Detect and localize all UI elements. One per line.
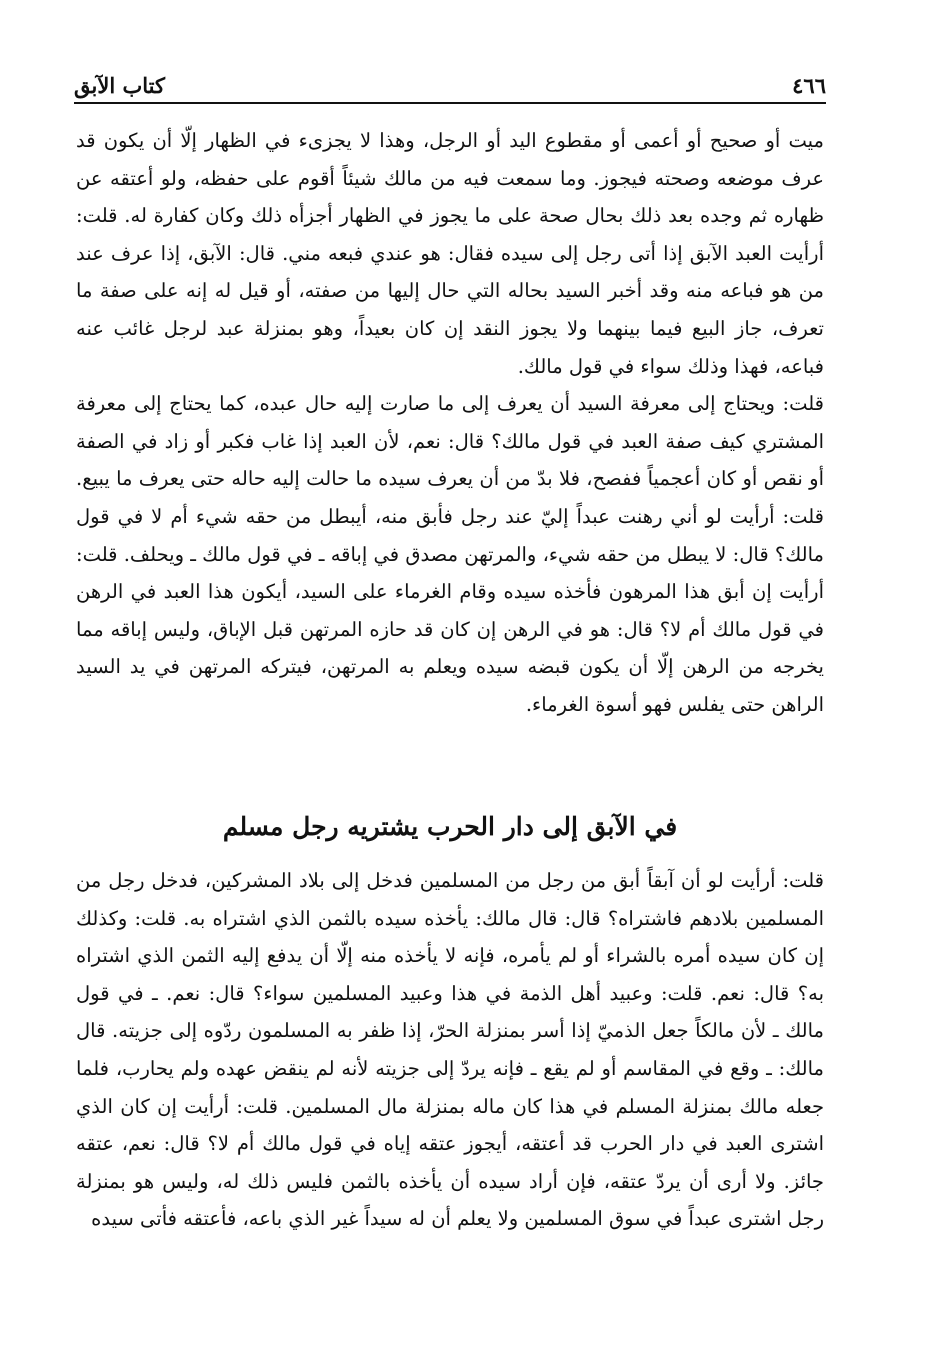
paragraph: قلت: أرأيت لو أن آبقاً أبق من رجل من المسلمين فدخل إلى بلاد المشركين، فدخل رجل من المسلمين بلادهم فاشتراه؟ قال: قال مالك: يأخذه سيده بالثمن الذي اشتراه به. قلت: وكذلك إن كان سيده أمره بالشراء أو لم يأمره، فإنه لا يأخذه منه إلّا أن يدفع إليه الثمن الذي اشتراه به؟ قال: نعم. قلت: وعبيد أهل الذمة في هذا وعبيد المسلمين سواء؟ قال: نعم. ـ في قول مالك ـ لأن مالكاً جعل الذميّ إذا أسر بمنزلة الحرّ، إذا ظفر به المسلمون ردّوه إلى جزيته. قال مالك: ـ وقع في المقاسم أو لم يقع ـ فإنه يردّ إلى جزيته لأنه لم ينقض عهده ولم يحارب، فلما جعله مالك بمنزلة المسلم في هذا كان ماله بمنزلة مال المسلمين. قلت: أرأيت إن كان الذي اشترى العبد في دار الحرب قد أعتقه، أيجوز عتقه إياه في قول مالك أم لا؟ قال: نعم، عتقه جائز. ولا أرى أن يردّ عتقه، فإن أراد سيده أن يأخذه بالثمن فليس ذلك له، وليس هو بمنزلة رجل اشترى عبداً في سوق المسلمين ولا يعلم أن له سيداً غير الذي باعه، فأعتقه فأتى سيده	[76, 869, 824, 1231]
book-title: كتاب الآبق	[74, 73, 165, 98]
section-text-block	[76, 862, 824, 1238]
page-number: ٤٦٦	[792, 73, 826, 98]
paragraph: قلت: ويحتاج إلى معرفة السيد أن يعرف إلى ما صارت إليه حال عبده، كما يحتاج إلى معرفة المشتري كيف صفة العبد في قول مالك؟ قال: نعم، لأن العبد إذا غاب فكبر أو زاد في الصفة أو نقص أو كان أعجمياً ففصح، فلا بدّ من أن يعرف سيده ما حالت إليه حاله حتى يعرف ما يبيع. قلت: أرأيت لو أني رهنت عبداً إليّ عند رجل فأبق منه، أيبطل من حقه شيء أم لا في قول مالك؟ قال: لا يبطل من حقه شيء، والمرتهن مصدق في إباقه ـ في قول مالك ـ ويحلف. قلت: أرأيت إن أبق هذا المرهون فأخذه سيده وقام الغرماء على السيد، أيكون هذا العبد في الرهن في قول مالك أم لا؟ قال: هو في الرهن إن كان قد حازه المرتهن قبل الإباق، وليس إباقه مما يخرجه من الرهن إلّا أن يكون قبضه سيده ويعلم به المرتهن، فيتركه المرتهن في يد السيد الراهن حتى يفلس فهو أسوة الغرماء.	[76, 392, 824, 716]
section-heading: في الآبق إلى دار الحرب يشتريه رجل مسلم	[222, 812, 678, 841]
paragraph: ميت أو صحيح أو أعمى أو مقطوع اليد أو الرجل، وهذا لا يجزىء في الظهار إلّا أن يكون قد عرف موضعه وصحته فيجوز. وما سمعت فيه من مالك شيئاً أقوم على حفظه، ولو أعتقه عن ظهاره ثم وجده بعد ذلك بحال صحة على ما يجوز في الظهار أجزأه ذلك وكان كفارة له. قلت: أرأيت العبد الآبق إذا أتى رجل إلى سيده فقال: هو عندي فبعه مني. قال: الآبق، إذا عرف عند من هو فباعه منه وقد أخبر السيد بحاله التي حال إليها من صفته، أو قيل له إنه على صفة ما تعرف، جاز البيع فيما بينهما ولا يجوز النقد إن كان بعيداً، وهو بمنزلة عبد لرجل غائب عنه فباعه، فهذا وذلك سواء في قول مالك.	[76, 129, 824, 378]
main-text-block	[76, 122, 824, 724]
running-header	[74, 66, 826, 104]
